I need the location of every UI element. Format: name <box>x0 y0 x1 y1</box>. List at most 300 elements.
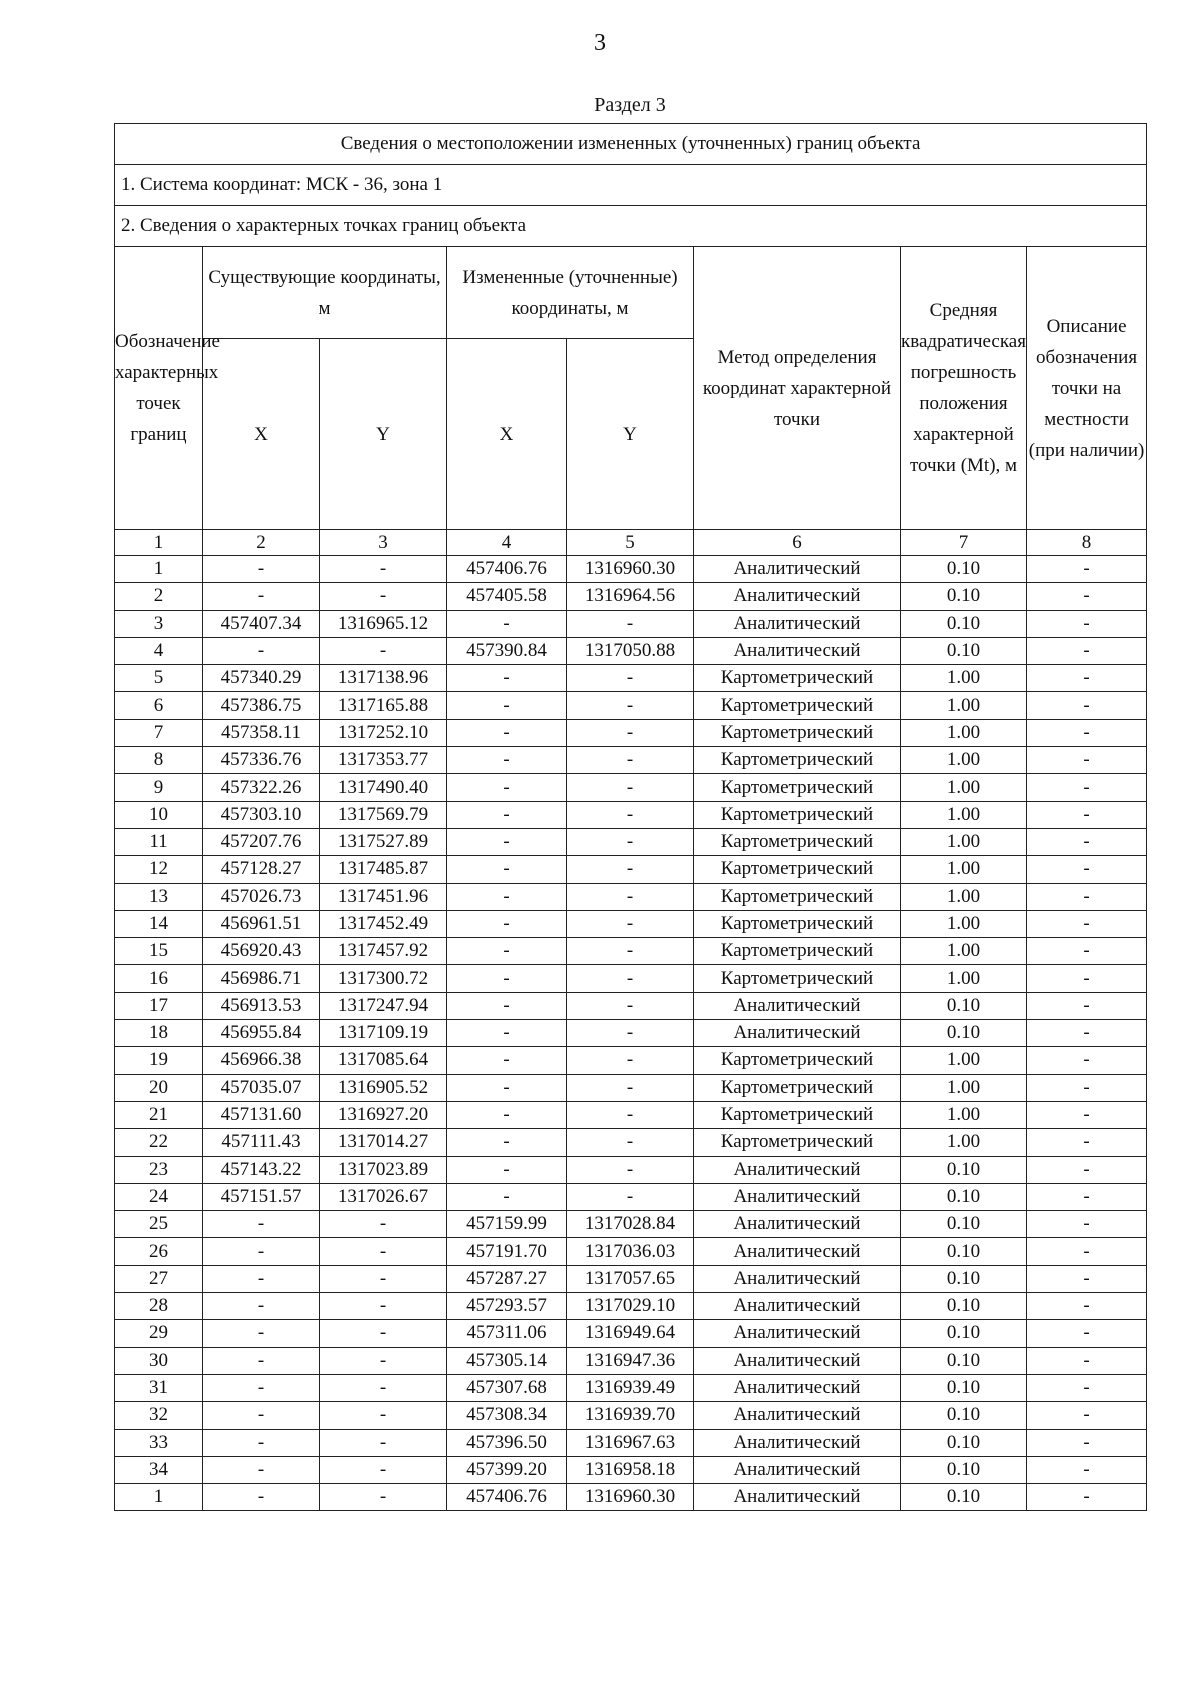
cell-changed-x: - <box>447 992 567 1019</box>
header-changed-y: Y <box>567 339 694 530</box>
cell-method: Картометрический <box>694 774 901 801</box>
cell-description: - <box>1027 828 1147 855</box>
cell-method: Аналитический <box>694 1020 901 1047</box>
cell-changed-y: - <box>567 992 694 1019</box>
cell-description: - <box>1027 1047 1147 1074</box>
cell-mean-error: 0.10 <box>901 583 1027 610</box>
cell-existing-x: 457340.29 <box>203 665 320 692</box>
page-number: 3 <box>594 30 606 56</box>
header-existing-x: X <box>203 339 320 530</box>
cell-existing-y: 1317485.87 <box>320 856 447 883</box>
cell-existing-y: - <box>320 1456 447 1483</box>
cell-existing-x: - <box>203 1456 320 1483</box>
cell-existing-y: 1317353.77 <box>320 747 447 774</box>
cell-changed-y: 1316939.49 <box>567 1374 694 1401</box>
header-mean-error: Средняя квадратическая погрешность положения характерной точки (Mt), м <box>901 247 1027 530</box>
table-row <box>115 1156 1147 1183</box>
cell-point-id: 15 <box>115 938 203 965</box>
cell-existing-y: 1317165.88 <box>320 692 447 719</box>
table-row <box>115 1402 1147 1429</box>
cell-existing-x: - <box>203 1211 320 1238</box>
cell-description: - <box>1027 1402 1147 1429</box>
cell-existing-y: 1317026.67 <box>320 1183 447 1210</box>
cell-description: - <box>1027 637 1147 664</box>
cell-existing-y: 1317138.96 <box>320 665 447 692</box>
cell-existing-x: 457035.07 <box>203 1074 320 1101</box>
cell-existing-y: 1316965.12 <box>320 610 447 637</box>
cell-changed-y: - <box>567 801 694 828</box>
cell-description: - <box>1027 856 1147 883</box>
table-row <box>115 774 1147 801</box>
cell-changed-y: 1317036.03 <box>567 1238 694 1265</box>
cell-point-id: 17 <box>115 992 203 1019</box>
cell-changed-y: 1316960.30 <box>567 1484 694 1511</box>
cell-method: Аналитический <box>694 1429 901 1456</box>
cell-existing-y: 1317085.64 <box>320 1047 447 1074</box>
cell-description: - <box>1027 1374 1147 1401</box>
cell-description: - <box>1027 1456 1147 1483</box>
cell-existing-y: - <box>320 1211 447 1238</box>
cell-existing-y: 1316905.52 <box>320 1074 447 1101</box>
cell-existing-y: 1316927.20 <box>320 1101 447 1128</box>
cell-existing-x: 457322.26 <box>203 774 320 801</box>
cell-description: - <box>1027 747 1147 774</box>
cell-changed-y: 1316967.63 <box>567 1429 694 1456</box>
cell-changed-y: 1316939.70 <box>567 1402 694 1429</box>
cell-changed-y: 1316958.18 <box>567 1456 694 1483</box>
cell-existing-x: - <box>203 1265 320 1292</box>
cell-changed-y: - <box>567 910 694 937</box>
cell-point-id: 12 <box>115 856 203 883</box>
cell-method: Картометрический <box>694 910 901 937</box>
cell-changed-x: - <box>447 883 567 910</box>
cell-changed-x: - <box>447 938 567 965</box>
cell-existing-y: - <box>320 1374 447 1401</box>
cell-changed-x: - <box>447 1020 567 1047</box>
cell-point-id: 2 <box>115 583 203 610</box>
section-label: Раздел 3 <box>594 94 666 116</box>
cell-point-id: 5 <box>115 665 203 692</box>
cell-mean-error: 0.10 <box>901 556 1027 583</box>
cell-changed-x: 457308.34 <box>447 1402 567 1429</box>
cell-changed-x: - <box>447 856 567 883</box>
cell-existing-x: 456913.53 <box>203 992 320 1019</box>
cell-changed-y: - <box>567 938 694 965</box>
cell-existing-x: - <box>203 1429 320 1456</box>
cell-mean-error: 0.10 <box>901 1402 1027 1429</box>
cell-method: Аналитический <box>694 583 901 610</box>
cell-changed-x: - <box>447 1129 567 1156</box>
cell-existing-y: 1317569.79 <box>320 801 447 828</box>
table-row <box>115 1020 1147 1047</box>
cell-point-id: 34 <box>115 1456 203 1483</box>
cell-changed-y: - <box>567 719 694 746</box>
cell-existing-y: - <box>320 1429 447 1456</box>
cell-mean-error: 1.00 <box>901 665 1027 692</box>
cell-changed-y: - <box>567 856 694 883</box>
cell-description: - <box>1027 1129 1147 1156</box>
cell-description: - <box>1027 1320 1147 1347</box>
cell-existing-x: - <box>203 556 320 583</box>
cell-changed-y: 1317029.10 <box>567 1293 694 1320</box>
table-row <box>115 938 1147 965</box>
cell-existing-x: - <box>203 1238 320 1265</box>
cell-point-id: 1 <box>115 1484 203 1511</box>
cell-mean-error: 1.00 <box>901 965 1027 992</box>
cell-existing-y: - <box>320 1347 447 1374</box>
cell-changed-y: - <box>567 692 694 719</box>
table-row <box>115 665 1147 692</box>
cell-point-id: 28 <box>115 1293 203 1320</box>
cell-method: Картометрический <box>694 828 901 855</box>
cell-mean-error: 0.10 <box>901 992 1027 1019</box>
table-row <box>115 801 1147 828</box>
cell-changed-x: - <box>447 719 567 746</box>
cell-changed-y: - <box>567 828 694 855</box>
cell-changed-x: 457311.06 <box>447 1320 567 1347</box>
cell-point-id: 22 <box>115 1129 203 1156</box>
cell-description: - <box>1027 1074 1147 1101</box>
cell-method: Аналитический <box>694 1293 901 1320</box>
cell-method: Картометрический <box>694 965 901 992</box>
cell-existing-x: - <box>203 1347 320 1374</box>
cell-changed-y: 1316947.36 <box>567 1347 694 1374</box>
cell-description: - <box>1027 1183 1147 1210</box>
cell-existing-y: - <box>320 1265 447 1292</box>
cell-changed-x: 457191.70 <box>447 1238 567 1265</box>
cell-changed-y: 1316960.30 <box>567 556 694 583</box>
cell-description: - <box>1027 965 1147 992</box>
cell-mean-error: 1.00 <box>901 938 1027 965</box>
table-body <box>115 556 1147 1511</box>
cell-mean-error: 1.00 <box>901 719 1027 746</box>
cell-changed-x: 457405.58 <box>447 583 567 610</box>
cell-changed-x: - <box>447 1047 567 1074</box>
table-row <box>115 1374 1147 1401</box>
cell-description: - <box>1027 1347 1147 1374</box>
cell-method: Аналитический <box>694 1456 901 1483</box>
cell-method: Аналитический <box>694 1347 901 1374</box>
cell-existing-y: 1317490.40 <box>320 774 447 801</box>
cell-changed-y: 1317050.88 <box>567 637 694 664</box>
table-row <box>115 1101 1147 1128</box>
cell-description: - <box>1027 556 1147 583</box>
table-row <box>115 747 1147 774</box>
cell-existing-y: 1317109.19 <box>320 1020 447 1047</box>
cell-existing-x: 457131.60 <box>203 1101 320 1128</box>
cell-method: Картометрический <box>694 692 901 719</box>
table-row <box>115 992 1147 1019</box>
cell-mean-error: 0.10 <box>901 1347 1027 1374</box>
cell-description: - <box>1027 665 1147 692</box>
cell-point-id: 26 <box>115 1238 203 1265</box>
cell-changed-x: - <box>447 1101 567 1128</box>
cell-changed-y: - <box>567 1101 694 1128</box>
cell-point-id: 31 <box>115 1374 203 1401</box>
table-row <box>115 610 1147 637</box>
table-row <box>115 910 1147 937</box>
cell-mean-error: 0.10 <box>901 1265 1027 1292</box>
cell-existing-x: 457303.10 <box>203 801 320 828</box>
cell-description: - <box>1027 692 1147 719</box>
cell-existing-x: 457128.27 <box>203 856 320 883</box>
cell-changed-y: 1317028.84 <box>567 1211 694 1238</box>
cell-point-id: 18 <box>115 1020 203 1047</box>
cell-changed-y: 1316949.64 <box>567 1320 694 1347</box>
header-changed-coords: Измененные (уточненные) координаты, м <box>447 247 694 339</box>
cell-existing-x: 457386.75 <box>203 692 320 719</box>
cell-point-id: 33 <box>115 1429 203 1456</box>
cell-method: Картометрический <box>694 801 901 828</box>
cell-changed-x: 457406.76 <box>447 1484 567 1511</box>
cell-existing-y: - <box>320 1238 447 1265</box>
cell-existing-x: 457336.76 <box>203 747 320 774</box>
cell-description: - <box>1027 801 1147 828</box>
cell-mean-error: 1.00 <box>901 828 1027 855</box>
cell-changed-x: 457159.99 <box>447 1211 567 1238</box>
cell-method: Аналитический <box>694 1156 901 1183</box>
cell-mean-error: 1.00 <box>901 692 1027 719</box>
cell-existing-y: - <box>320 1293 447 1320</box>
cell-existing-x: 456986.71 <box>203 965 320 992</box>
cell-point-id: 32 <box>115 1402 203 1429</box>
table-row <box>115 1320 1147 1347</box>
cell-changed-x: - <box>447 965 567 992</box>
cell-changed-y: - <box>567 965 694 992</box>
cell-mean-error: 0.10 <box>901 1456 1027 1483</box>
cell-changed-x: - <box>447 610 567 637</box>
cell-changed-x: 457390.84 <box>447 637 567 664</box>
cell-changed-y: - <box>567 610 694 637</box>
cell-point-id: 19 <box>115 1047 203 1074</box>
cell-point-id: 9 <box>115 774 203 801</box>
cell-method: Картометрический <box>694 719 901 746</box>
cell-changed-x: - <box>447 774 567 801</box>
column-number: 5 <box>567 530 694 556</box>
cell-changed-y: - <box>567 1183 694 1210</box>
cell-method: Аналитический <box>694 1402 901 1429</box>
cell-method: Аналитический <box>694 1374 901 1401</box>
cell-point-id: 29 <box>115 1320 203 1347</box>
cell-mean-error: 0.10 <box>901 1293 1027 1320</box>
cell-point-id: 11 <box>115 828 203 855</box>
cell-existing-y: - <box>320 637 447 664</box>
column-number: 2 <box>203 530 320 556</box>
column-number: 8 <box>1027 530 1147 556</box>
coordinate-system: 1. Система координат: МСК - 36, зона 1 <box>115 165 1147 206</box>
cell-description: - <box>1027 1211 1147 1238</box>
table-row <box>115 583 1147 610</box>
table-row <box>115 1484 1147 1511</box>
cell-existing-x: - <box>203 1484 320 1511</box>
cell-description: - <box>1027 992 1147 1019</box>
cell-changed-x: 457399.20 <box>447 1456 567 1483</box>
column-number: 4 <box>447 530 567 556</box>
cell-mean-error: 1.00 <box>901 801 1027 828</box>
cell-point-id: 14 <box>115 910 203 937</box>
table-row <box>115 1129 1147 1156</box>
cell-description: - <box>1027 1020 1147 1047</box>
cell-description: - <box>1027 1265 1147 1292</box>
cell-point-id: 8 <box>115 747 203 774</box>
table-row <box>115 719 1147 746</box>
cell-method: Аналитический <box>694 1265 901 1292</box>
cell-method: Аналитический <box>694 1211 901 1238</box>
cell-existing-x: 457143.22 <box>203 1156 320 1183</box>
cell-existing-x: 457111.43 <box>203 1129 320 1156</box>
cell-changed-x: 457406.76 <box>447 556 567 583</box>
cell-existing-y: 1317300.72 <box>320 965 447 992</box>
cell-mean-error: 1.00 <box>901 1101 1027 1128</box>
cell-point-id: 25 <box>115 1211 203 1238</box>
cell-method: Аналитический <box>694 556 901 583</box>
table-row <box>115 1429 1147 1456</box>
table-row <box>115 965 1147 992</box>
cell-existing-y: - <box>320 1402 447 1429</box>
cell-point-id: 13 <box>115 883 203 910</box>
cell-changed-y: - <box>567 1156 694 1183</box>
cell-existing-x: - <box>203 583 320 610</box>
cell-mean-error: 1.00 <box>901 910 1027 937</box>
cell-description: - <box>1027 1101 1147 1128</box>
cell-point-id: 16 <box>115 965 203 992</box>
cell-mean-error: 0.10 <box>901 1020 1027 1047</box>
cell-description: - <box>1027 1156 1147 1183</box>
cell-method: Аналитический <box>694 1238 901 1265</box>
cell-mean-error: 0.10 <box>901 1484 1027 1511</box>
cell-method: Аналитический <box>694 637 901 664</box>
cell-mean-error: 1.00 <box>901 1129 1027 1156</box>
cell-mean-error: 1.00 <box>901 774 1027 801</box>
cell-point-id: 24 <box>115 1183 203 1210</box>
cell-point-id: 21 <box>115 1101 203 1128</box>
cell-changed-y: - <box>567 1074 694 1101</box>
cell-mean-error: 0.10 <box>901 610 1027 637</box>
cell-changed-y: - <box>567 774 694 801</box>
cell-existing-x: 457207.76 <box>203 828 320 855</box>
cell-existing-y: 1317014.27 <box>320 1129 447 1156</box>
cell-existing-x: - <box>203 637 320 664</box>
cell-description: - <box>1027 938 1147 965</box>
cell-changed-x: 457307.68 <box>447 1374 567 1401</box>
cell-mean-error: 0.10 <box>901 1156 1027 1183</box>
cell-method: Картометрический <box>694 1101 901 1128</box>
cell-description: - <box>1027 774 1147 801</box>
cell-changed-x: 457396.50 <box>447 1429 567 1456</box>
cell-point-id: 27 <box>115 1265 203 1292</box>
cell-existing-y: 1317527.89 <box>320 828 447 855</box>
header-existing-y: Y <box>320 339 447 530</box>
cell-existing-x: 456920.43 <box>203 938 320 965</box>
cell-method: Аналитический <box>694 1183 901 1210</box>
column-number: 3 <box>320 530 447 556</box>
cell-existing-y: - <box>320 556 447 583</box>
cell-point-id: 23 <box>115 1156 203 1183</box>
cell-changed-x: - <box>447 747 567 774</box>
cell-existing-x: 456955.84 <box>203 1020 320 1047</box>
cell-changed-y: - <box>567 1129 694 1156</box>
cell-mean-error: 1.00 <box>901 883 1027 910</box>
cell-point-id: 7 <box>115 719 203 746</box>
cell-changed-x: - <box>447 692 567 719</box>
cell-description: - <box>1027 1429 1147 1456</box>
column-number: 1 <box>115 530 203 556</box>
cell-changed-x: 457293.57 <box>447 1293 567 1320</box>
cell-mean-error: 1.00 <box>901 1047 1027 1074</box>
cell-mean-error: 0.10 <box>901 637 1027 664</box>
cell-method: Картометрический <box>694 747 901 774</box>
cell-changed-x: - <box>447 910 567 937</box>
cell-method: Аналитический <box>694 992 901 1019</box>
header-method: Метод определения координат характерной точки <box>694 247 901 530</box>
cell-point-id: 20 <box>115 1074 203 1101</box>
cell-existing-x: 457026.73 <box>203 883 320 910</box>
cell-existing-y: - <box>320 1484 447 1511</box>
cell-description: - <box>1027 883 1147 910</box>
cell-mean-error: 0.10 <box>901 1238 1027 1265</box>
cell-description: - <box>1027 1484 1147 1511</box>
cell-description: - <box>1027 1293 1147 1320</box>
cell-mean-error: 1.00 <box>901 747 1027 774</box>
cell-existing-y: 1317451.96 <box>320 883 447 910</box>
cell-point-id: 1 <box>115 556 203 583</box>
cell-point-id: 10 <box>115 801 203 828</box>
cell-changed-y: 1316964.56 <box>567 583 694 610</box>
cell-changed-y: 1317057.65 <box>567 1265 694 1292</box>
table-row <box>115 1074 1147 1101</box>
cell-changed-x: - <box>447 828 567 855</box>
cell-point-id: 30 <box>115 1347 203 1374</box>
table-row <box>115 556 1147 583</box>
cell-mean-error: 0.10 <box>901 1211 1027 1238</box>
cell-existing-x: 457151.57 <box>203 1183 320 1210</box>
cell-changed-y: - <box>567 1047 694 1074</box>
column-number: 7 <box>901 530 1027 556</box>
cell-changed-x: - <box>447 1156 567 1183</box>
header-changed-x: X <box>447 339 567 530</box>
cell-description: - <box>1027 583 1147 610</box>
cell-mean-error: 1.00 <box>901 1074 1027 1101</box>
header-description: Описание обозначения точки на местности (при наличии) <box>1027 247 1147 530</box>
cell-method: Картометрический <box>694 1074 901 1101</box>
cell-changed-x: - <box>447 1074 567 1101</box>
cell-description: - <box>1027 910 1147 937</box>
cell-changed-x: 457287.27 <box>447 1265 567 1292</box>
cell-method: Картометрический <box>694 665 901 692</box>
table-row <box>115 828 1147 855</box>
cell-mean-error: 0.10 <box>901 1320 1027 1347</box>
cell-existing-y: - <box>320 583 447 610</box>
table-row <box>115 1238 1147 1265</box>
cell-method: Аналитический <box>694 1320 901 1347</box>
table-row <box>115 1456 1147 1483</box>
cell-existing-x: - <box>203 1320 320 1347</box>
cell-changed-x: - <box>447 665 567 692</box>
table-row <box>115 1183 1147 1210</box>
cell-existing-x: 456961.51 <box>203 910 320 937</box>
points-heading: 2. Сведения о характерных точках границ объекта <box>115 206 1147 247</box>
table-row <box>115 856 1147 883</box>
table-row <box>115 1293 1147 1320</box>
cell-existing-y: 1317452.49 <box>320 910 447 937</box>
cell-method: Картометрический <box>694 856 901 883</box>
header-point-designation: Обозначение характерных точек границ <box>115 247 203 530</box>
cell-description: - <box>1027 610 1147 637</box>
cell-existing-x: - <box>203 1374 320 1401</box>
cell-mean-error: 0.10 <box>901 1374 1027 1401</box>
table-row <box>115 883 1147 910</box>
cell-method: Картометрический <box>694 883 901 910</box>
